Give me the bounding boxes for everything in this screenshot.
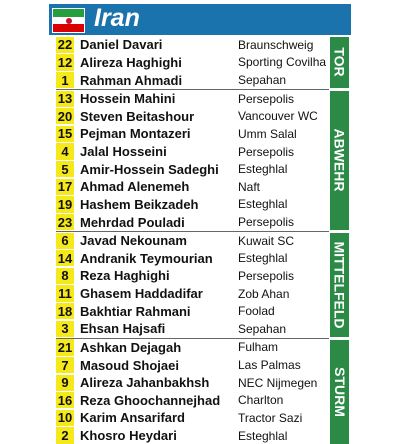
player-number: 13 xyxy=(57,91,73,107)
player-number: 17 xyxy=(57,179,73,195)
player-number: 10 xyxy=(57,410,73,426)
player-club: Persepolis xyxy=(238,91,295,106)
player-number: 2 xyxy=(56,427,74,443)
player-name: Mehrdad Pouladi xyxy=(80,214,185,230)
player-number: 11 xyxy=(56,285,74,301)
player-row xyxy=(56,267,329,285)
player-row xyxy=(56,232,329,250)
position-label-abwehr xyxy=(330,91,349,230)
player-number: 9 xyxy=(56,375,74,391)
player-name: Daniel Davari xyxy=(80,37,163,53)
flag-stripe-green xyxy=(53,9,84,17)
player-club: Vancouver WC xyxy=(238,109,318,124)
player-number: 6 xyxy=(56,233,74,249)
player-row xyxy=(56,339,329,357)
player-club: Persepolis xyxy=(238,268,295,283)
position-label-text: MITTELFELD xyxy=(331,241,348,329)
player-name: Bakhtiar Rahmani xyxy=(80,303,191,319)
player-name: Ehsan Hajsafi xyxy=(80,321,166,337)
player-club: Zob Ahan xyxy=(238,286,290,301)
player-number: 8 xyxy=(56,268,74,284)
player-number: 21 xyxy=(57,339,73,355)
player-club: Sporting Covilha xyxy=(238,55,327,70)
player-row xyxy=(56,143,329,161)
player-club: Foolad xyxy=(238,304,275,319)
player-club: Tractor Sazi xyxy=(238,410,303,425)
player-row xyxy=(56,392,329,410)
player-number: 16 xyxy=(57,392,73,408)
position-label-text: STURM xyxy=(331,366,348,417)
player-name: Khosro Heydari xyxy=(80,428,177,444)
player-row xyxy=(56,125,329,143)
player-name: Jalal Hosseini xyxy=(80,144,167,160)
player-number: 4 xyxy=(56,143,74,159)
player-name: Ahmad Alenemeh xyxy=(80,179,190,195)
player-name: Steven Beitashour xyxy=(80,108,195,124)
player-name: Hossein Mahini xyxy=(80,91,176,107)
player-club: Kuwait SC xyxy=(238,233,295,248)
player-club: Esteghlal xyxy=(238,251,288,266)
player-row xyxy=(56,108,329,126)
player-number: 20 xyxy=(57,108,73,124)
player-club: NEC Nijmegen xyxy=(238,375,318,390)
player-club: Esteghlal xyxy=(238,428,288,443)
player-number: 3 xyxy=(56,321,74,337)
player-name: Alireza Jahanbakhsh xyxy=(80,375,210,391)
player-name: Javad Nekounam xyxy=(80,233,187,249)
flag-emblem-icon xyxy=(66,18,72,24)
player-row xyxy=(56,90,329,108)
flag-stripe-red xyxy=(53,24,84,32)
player-club: Persepolis xyxy=(238,215,295,230)
player-number: 1 xyxy=(56,72,74,88)
player-number: 7 xyxy=(56,357,74,373)
player-name: Reza Ghoochannejhad xyxy=(80,392,221,408)
player-name: Rahman Ahmadi xyxy=(80,72,183,88)
player-row xyxy=(56,196,329,214)
player-row xyxy=(56,213,329,231)
player-roster xyxy=(56,36,329,444)
player-club: Charlton xyxy=(238,393,284,408)
player-row xyxy=(56,320,329,338)
player-club: Naft xyxy=(238,179,261,194)
player-club: Las Palmas xyxy=(238,358,301,373)
player-row xyxy=(56,285,329,303)
player-club: Esteghlal xyxy=(238,162,288,177)
player-number: 18 xyxy=(57,303,73,319)
player-name: Karim Ansarifard xyxy=(80,410,185,426)
player-row xyxy=(56,427,329,444)
player-name: Ashkan Dejagah xyxy=(80,339,182,355)
player-row xyxy=(56,374,329,392)
player-club: Esteghlal xyxy=(238,197,288,212)
position-label-text: ABWEHR xyxy=(331,128,348,192)
player-row xyxy=(56,178,329,196)
player-name: Reza Haghighi xyxy=(80,268,170,284)
player-number: 19 xyxy=(57,196,73,212)
country-title: Iran xyxy=(94,4,140,32)
player-name: Pejman Montazeri xyxy=(80,126,191,142)
player-row xyxy=(56,250,329,268)
player-number: 5 xyxy=(56,161,74,177)
player-number: 15 xyxy=(57,126,73,142)
player-row xyxy=(56,302,329,320)
player-row xyxy=(56,71,329,89)
player-number: 14 xyxy=(57,250,73,266)
player-club: Persepolis xyxy=(238,144,295,159)
player-name: Ghasem Haddadifar xyxy=(80,286,203,302)
position-label-text: TOR xyxy=(331,47,348,78)
iran-flag-icon xyxy=(52,8,85,33)
player-club: Sepahan xyxy=(238,73,287,88)
player-row xyxy=(56,54,329,72)
position-label-tor xyxy=(330,37,349,88)
player-name: Masoud Shojaei xyxy=(80,357,179,373)
player-row xyxy=(56,409,329,427)
player-club: Braunschweig xyxy=(238,37,314,52)
player-name: Andranik Teymourian xyxy=(80,250,213,266)
position-label-mittelfeld xyxy=(330,233,349,337)
player-name: Hashem Beikzadeh xyxy=(80,196,199,212)
player-number: 12 xyxy=(57,54,73,70)
player-row xyxy=(56,356,329,374)
player-number: 23 xyxy=(57,214,73,230)
player-row xyxy=(56,160,329,178)
player-name: Alireza Haghighi xyxy=(80,54,182,70)
player-club: Fulham xyxy=(238,340,279,355)
position-label-sturm xyxy=(330,340,349,444)
player-club: Umm Salal xyxy=(238,126,297,141)
player-club: Sepahan xyxy=(238,321,287,336)
player-number: 22 xyxy=(57,37,73,53)
player-row xyxy=(56,36,329,54)
player-name: Amir-Hossein Sadeghi xyxy=(80,161,219,177)
